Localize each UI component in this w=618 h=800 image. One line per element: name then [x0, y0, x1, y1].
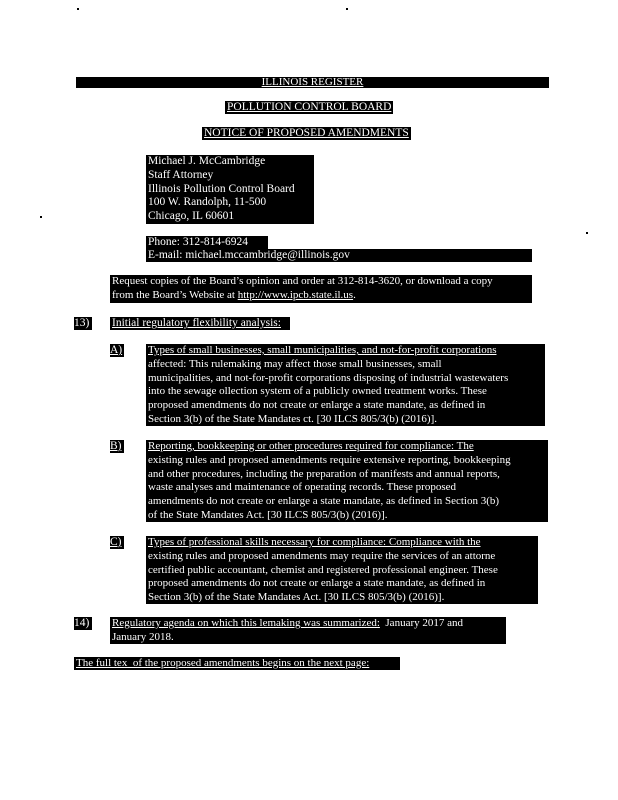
footer-note: [74, 657, 400, 670]
item-c-text: [146, 536, 538, 604]
contact-street: 100 W. Randolph, 11-500: [148, 196, 267, 209]
section14-line1-rest: January 2017 and: [379, 617, 463, 629]
email-text: E-mail: michael.mccambridge@illinois.gov: [148, 249, 350, 261]
item-c-line: Section 3(b) of the State Mandates Act. [30 ILCS 805/3(b) (2016)].: [148, 591, 445, 604]
footer-note-text: The full tex of the proposed amendments begins on the next page:: [76, 657, 370, 669]
board-website-link[interactable]: http://www.ipcb.state.il.us: [237, 288, 354, 301]
item-c-line: proposed amendments do not create or enlarge a state mandate, as defined in: [148, 577, 486, 590]
item-a-text: [146, 344, 545, 426]
section14-number: [74, 617, 92, 630]
contact-phone: [146, 236, 268, 249]
request-line2-prefix: from the Board’s Website at: [112, 288, 238, 301]
scan-speck: [40, 216, 42, 218]
contact-email: [146, 249, 532, 262]
contact-org: Illinois Pollution Control Board: [148, 182, 295, 195]
item-a-line: municipalities, and not-for-profit corporations disposing of industrial wastewaters: [148, 371, 509, 384]
item-a-letter: [110, 344, 124, 357]
scan-speck: [586, 232, 588, 234]
item-a-line: Types of small businesses, small municipalities, and not-for-profit corporations: [148, 344, 497, 356]
item-b-line: Reporting, bookkeeping or other procedures required for compliance: The: [148, 440, 474, 452]
contact-title: Staff Attorney: [148, 168, 214, 181]
section14-text: [110, 617, 506, 644]
contact-block: [146, 155, 314, 224]
register-header: [76, 77, 549, 88]
section14-heading: Regulatory agenda on which this lemaking was summarized:: [112, 617, 380, 629]
section13-number-text: 13): [74, 317, 90, 329]
section13-heading: [110, 317, 290, 330]
item-b-line: existing rules and proposed amendments require extensive reporting, bookkeeping: [148, 453, 511, 466]
contact-name: Michael J. McCambridge: [148, 155, 266, 167]
phone-text: Phone: 312-814-6924: [148, 236, 248, 248]
request-line1: Request copies of the Board’s opinion and order at 312-814-3620, or download a copy: [112, 275, 493, 287]
item-a-letter-text: A): [110, 344, 123, 356]
contact-city: Chicago, IL 60601: [148, 210, 235, 223]
item-b-line: amendments do not create or enlarge a state mandate, as defined in Section 3(b): [148, 495, 500, 508]
agency-title: [225, 101, 393, 114]
section14-line1: [112, 617, 506, 631]
item-a-line: Section 3(b) of the State Mandates ct. [30 ILCS 805/3(b) (2016)].: [148, 412, 437, 425]
item-c-line: existing rules and proposed amendments may require the services of an attorne: [148, 549, 496, 562]
request-line2: [112, 289, 532, 303]
agency-text: POLLUTION CONTROL BOARD: [227, 101, 392, 113]
section14-number-text: 14): [74, 617, 90, 629]
item-b-line: of the State Mandates Act. [30 ILCS 805/3(b) (2016)].: [148, 508, 388, 521]
scan-speck: [346, 8, 348, 10]
item-b-line: waste analyses and maintenance of operating records. These proposed: [148, 481, 456, 494]
request-block: [110, 275, 532, 303]
item-b-text: [146, 440, 548, 522]
item-c-line: certified public accountant, chemist and registered professional engineer. These: [148, 563, 498, 576]
section13-heading-text: Initial regulatory flexibility analysis:: [112, 317, 281, 329]
item-c-line: Types of professional skills necessary for compliance: Compliance with the: [148, 536, 481, 548]
item-b-letter: [110, 440, 124, 453]
item-c-letter: [110, 536, 124, 549]
request-line2-suffix: .: [353, 288, 356, 301]
item-a-line: into the sewage ollection system of a publicly owned treatment works. These: [148, 385, 487, 398]
item-a-line: proposed amendments do not create or enlarge a state mandate, as defined in: [148, 399, 486, 412]
item-b-line: and other procedures, including the preparation of manifests and annual reports,: [148, 467, 500, 480]
item-a-line: affected: This rulemaking may affect those small businesses, small: [148, 357, 442, 370]
scan-speck: [77, 8, 79, 10]
item-b-letter-text: B): [110, 440, 122, 452]
item-c-letter-text: C): [110, 536, 122, 548]
register-title: ILLINOIS REGISTER: [261, 76, 364, 88]
section14-line2: January 2018.: [112, 630, 174, 643]
notice-text: NOTICE OF PROPOSED AMENDMENTS: [204, 127, 409, 139]
section13-number: [74, 317, 92, 330]
notice-title: [202, 127, 411, 140]
